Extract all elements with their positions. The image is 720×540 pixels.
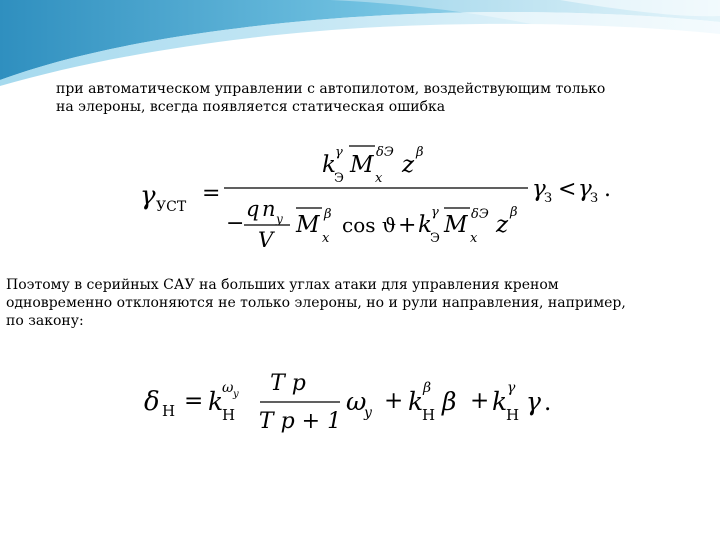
f2-k1-sub: Н	[222, 406, 236, 424]
f1-less-than: <	[558, 177, 577, 202]
intro-line-2: на элероны, всегда появляется статическая ошибка	[56, 99, 446, 115]
f1-num-k-sub: Э	[334, 171, 344, 186]
f2-k1-sup-sub: y	[233, 389, 239, 400]
f2-frac-den: T p + 1	[258, 409, 342, 434]
f1-den-k-sup: γ	[431, 205, 439, 220]
f1-den-q: q	[246, 197, 260, 221]
f2-k2: k	[408, 387, 424, 416]
f1-rhs-gamma1-sub: З	[544, 191, 553, 206]
f2-k3: k	[492, 387, 508, 416]
static-error-formula	[130, 132, 618, 254]
f1-lhs-subscript: УСТ	[156, 199, 187, 215]
f2-gamma: γ	[526, 387, 541, 416]
f2-plus2: +	[470, 388, 490, 414]
main-paragraph	[6, 276, 714, 330]
f2-lhs-delta: δ	[144, 387, 160, 417]
f1-den-n-sub: y	[276, 212, 283, 226]
f1-num-z: z	[402, 152, 415, 178]
f1-num-k: k	[322, 152, 336, 178]
f1-den-minus: −	[226, 211, 245, 236]
f1-rhs-gamma2: γ	[578, 176, 592, 202]
main-line-3: по закону:	[6, 313, 84, 329]
f1-den-z: z	[496, 212, 509, 238]
f1-den-v: V	[258, 228, 274, 252]
intro-line-1: при автоматическом управлении с автопилотом, воздействующим только	[56, 81, 606, 97]
f1-den-n: n	[262, 197, 276, 221]
main-line-2: одновременно отклоняются не только элероны, но и рули направления, например,	[6, 295, 626, 311]
f2-beta: β	[442, 387, 457, 416]
f1-rhs-gamma2-sub: З	[590, 191, 599, 206]
f1-num-z-sup: β	[416, 145, 424, 160]
f1-rhs-gamma1: γ	[532, 176, 546, 202]
f2-omega-sub: y	[364, 405, 372, 421]
f2-lhs-sub: Н	[162, 402, 176, 420]
f1-den-m1: M	[296, 212, 320, 238]
rudder-control-law-formula	[140, 362, 568, 444]
f1-den-m1-sup: β	[324, 207, 332, 222]
f2-k1: k	[208, 387, 224, 416]
f1-period: .	[604, 177, 611, 202]
f1-num-k-sup: γ	[335, 145, 343, 160]
f2-k2-sup: β	[423, 380, 432, 396]
f2-k3-sub: Н	[506, 406, 520, 424]
f2-k2-sub: Н	[422, 406, 436, 424]
f2-k1-sup: ω	[222, 380, 234, 396]
f1-den-cos: cos ϑ	[342, 213, 397, 237]
f2-omega: ω	[346, 387, 367, 416]
f1-den-m2-sup: δЭ	[471, 207, 489, 222]
f1-num-m: M	[350, 152, 374, 178]
f1-lhs-gamma: γ	[140, 181, 156, 211]
f1-den-k-sub: Э	[430, 231, 440, 246]
f2-plus1: +	[384, 388, 404, 414]
f1-den-z-sup: β	[510, 205, 518, 220]
f1-den-m2-sub: x	[470, 231, 478, 246]
f1-num-m-sub: x	[375, 171, 383, 186]
f2-k3-sup: γ	[507, 380, 516, 396]
header-wave-decoration	[0, 0, 720, 90]
f2-equals: =	[184, 388, 204, 414]
f1-den-plus: +	[398, 213, 417, 238]
f1-equals: =	[202, 181, 221, 206]
intro-paragraph	[56, 80, 696, 116]
f2-period: .	[544, 390, 552, 416]
f2-frac-num: T p	[270, 371, 306, 396]
f1-den-k: k	[418, 212, 432, 238]
main-line-1: Поэтому в серийных САУ на больших углах атаки для управления креном	[6, 277, 559, 293]
f1-den-m1-sub: x	[322, 231, 330, 246]
f1-den-m2: M	[444, 212, 468, 238]
f1-num-m-sup: δЭ	[376, 145, 394, 160]
